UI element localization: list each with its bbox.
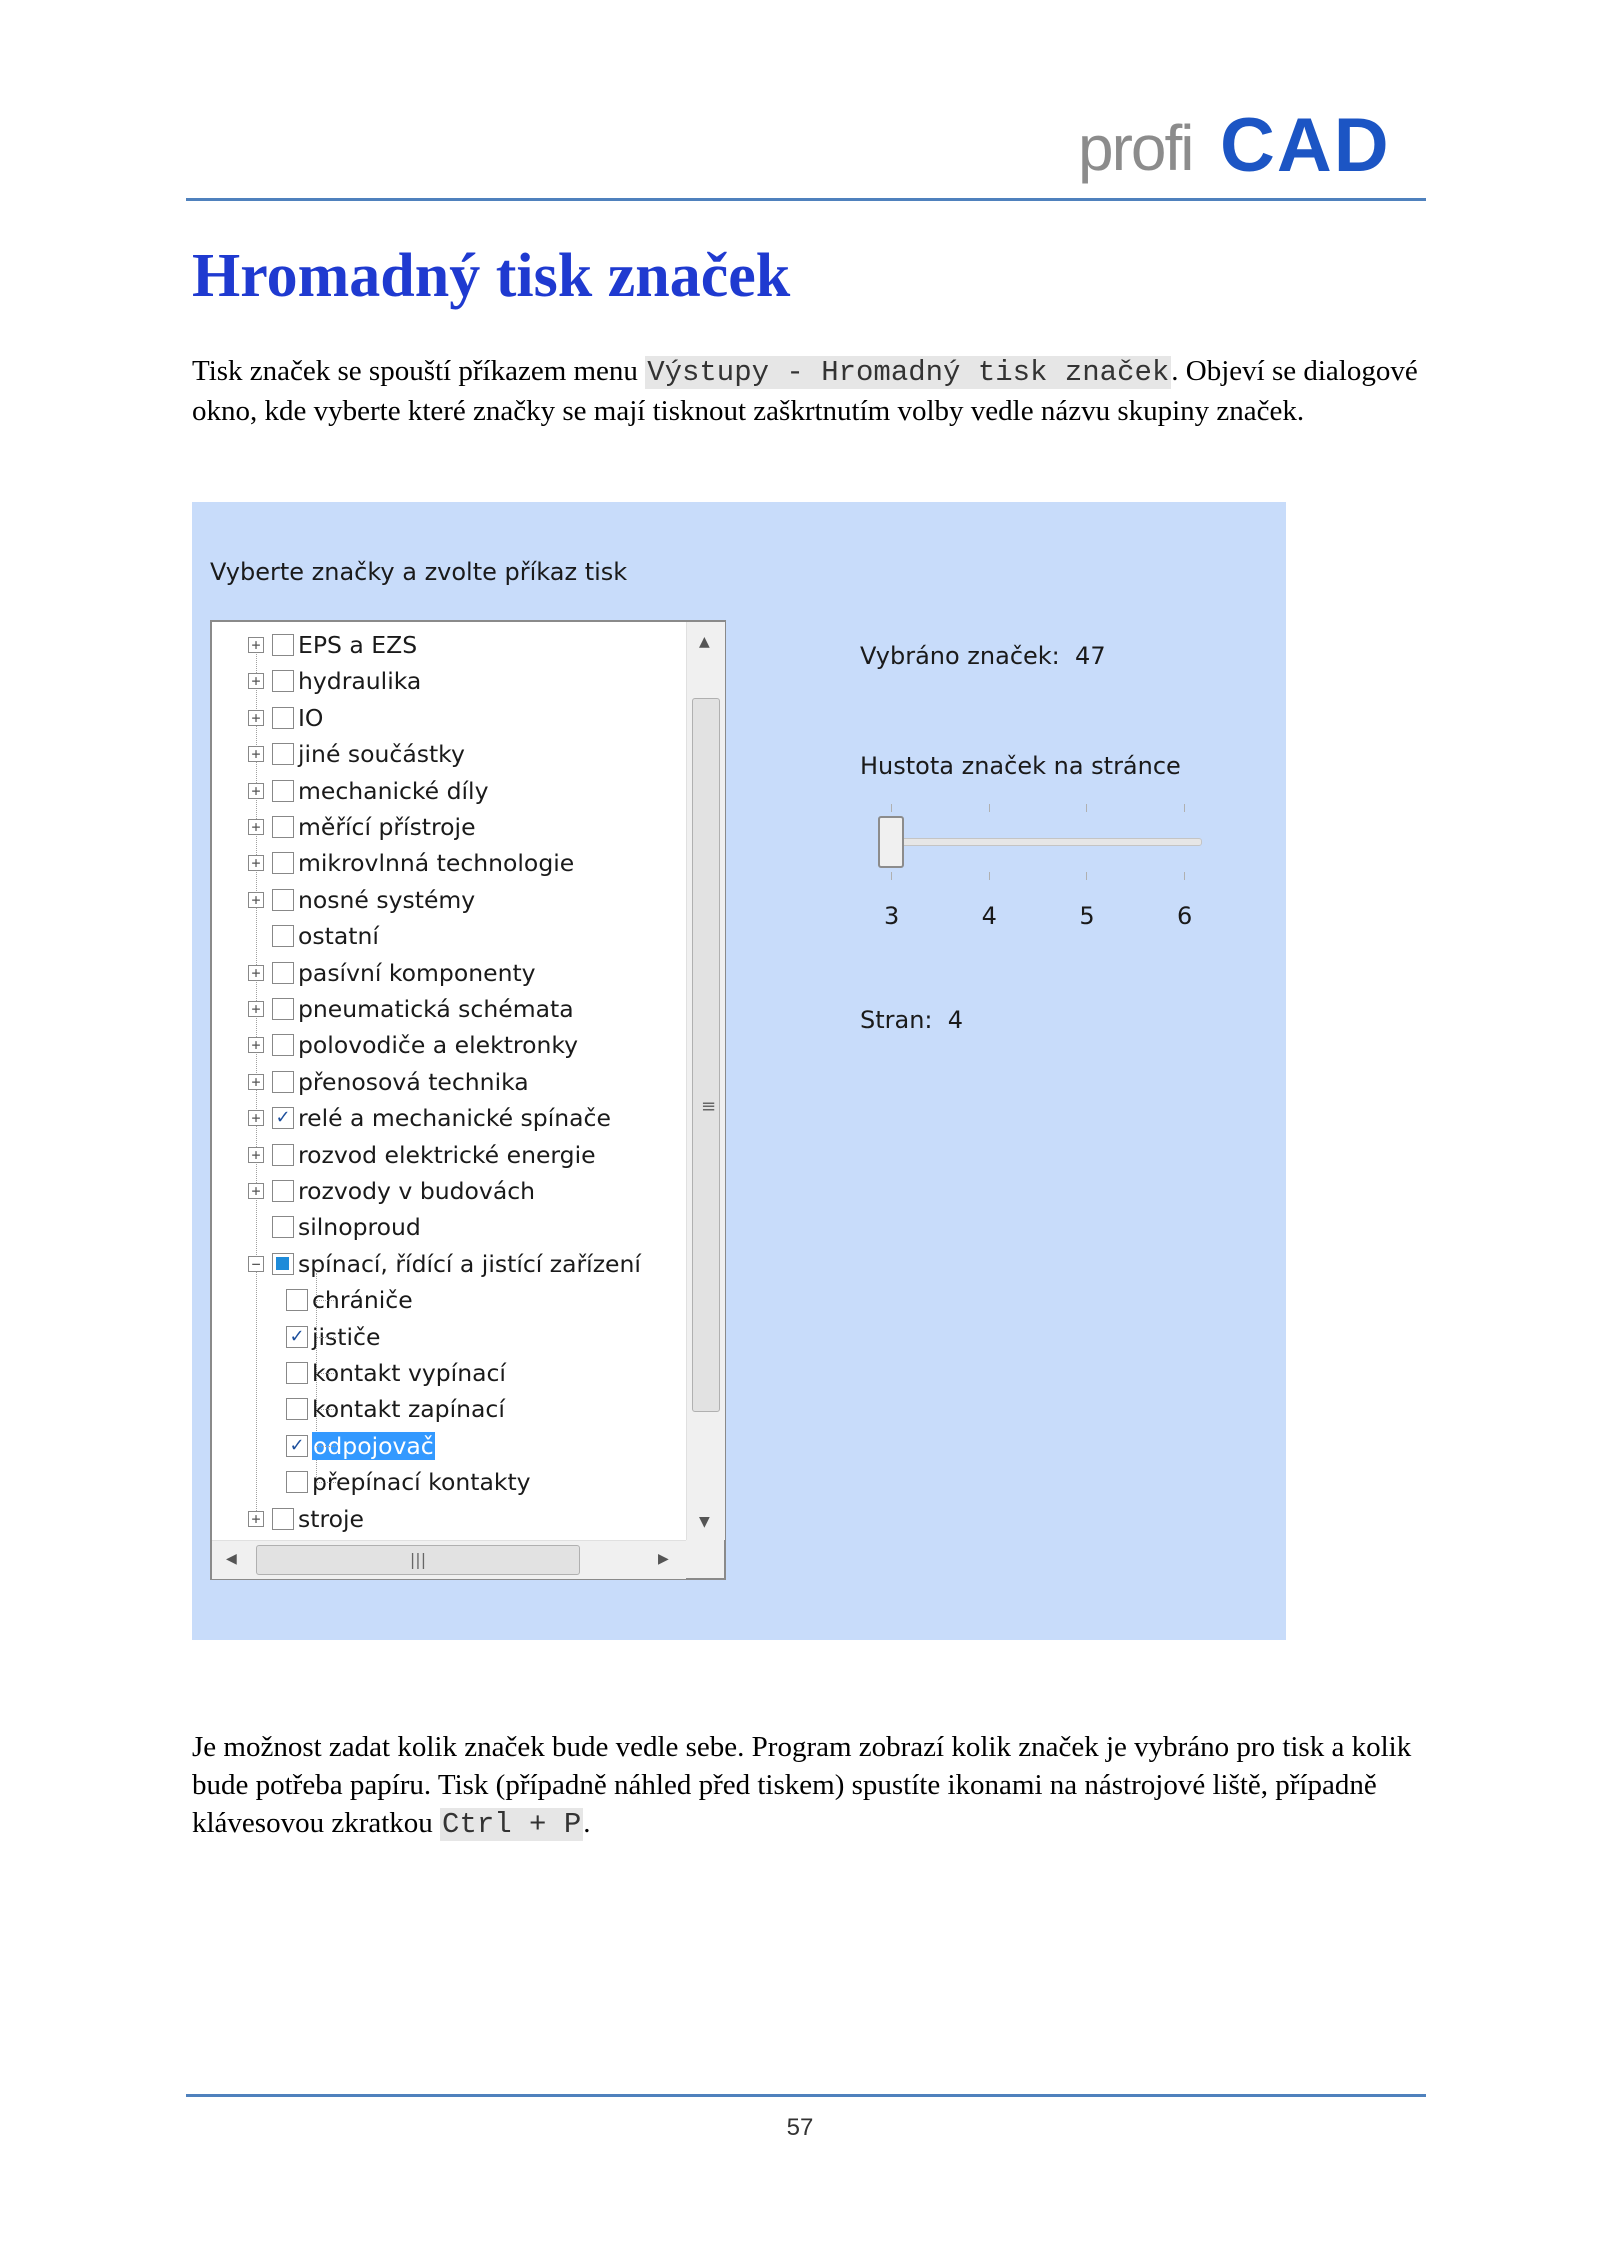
tree-item-label: ostatní [298,922,379,951]
tree-item-label: nosné systémy [298,885,476,914]
tree-item-checkbox[interactable] [272,780,294,802]
slider-tick [1184,804,1185,812]
tree-item[interactable] [248,1028,578,1062]
tree-item-label: kontakt zapínací [312,1395,505,1424]
tree-item-checkbox[interactable] [286,1398,308,1420]
plus-box-icon[interactable]: + [248,710,264,726]
tree-item-label: přenosová technika [298,1067,529,1096]
tree-item-checkbox[interactable] [286,1289,308,1311]
tree-connector [316,1373,336,1374]
tree-connector [248,1219,264,1235]
tree-item[interactable] [248,846,574,880]
selected-count-row [860,642,1106,670]
slider-tick [1086,872,1087,880]
plus-box-icon[interactable]: + [248,1511,264,1527]
footer-rule [186,2094,1426,2097]
tree-item-checkbox[interactable] [272,1508,294,1530]
plus-box-icon[interactable]: + [248,1074,264,1090]
plus-box-icon[interactable]: + [248,673,264,689]
plus-box-icon[interactable]: + [248,892,264,908]
tree-connector [316,1300,336,1301]
tree-connector [316,1409,336,1410]
tree-item-checkbox[interactable] [272,852,294,874]
tree-item-label: rozvod elektrické energie [298,1140,596,1169]
tree-item-checkbox[interactable]: ✓ [286,1435,308,1457]
density-label: Hustota značek na stránce [860,752,1181,780]
tree-item-checkbox[interactable] [272,1034,294,1056]
tree-item-label: jističe [312,1322,381,1351]
tree-item[interactable] [248,1174,535,1208]
tree-item-label: relé a mechanické spínače [298,1104,611,1133]
tree-item-label: pneumatická schémata [298,995,574,1023]
selected-count-label: Vybráno značek: [860,642,1060,670]
plus-box-icon[interactable]: + [248,1037,264,1053]
plus-box-icon[interactable]: + [248,637,264,653]
plus-box-icon[interactable]: + [248,1147,264,1163]
grip-icon: ≡ [701,1096,717,1117]
slider-tick [989,872,990,880]
pages-label: Stran: [860,1006,933,1034]
tree-item-checkbox[interactable] [286,1362,308,1384]
tree-item[interactable] [248,664,421,698]
plus-box-icon[interactable]: + [248,855,264,871]
symbol-group-tree[interactable] [210,620,726,1580]
arrow-left-icon[interactable]: ◀ [226,1551,237,1567]
plus-box-icon[interactable]: + [248,783,264,799]
tree-item-checkbox[interactable] [272,670,294,692]
tree-item[interactable] [248,1247,641,1281]
tree-connector [248,928,264,944]
tree-item[interactable] [248,919,379,953]
tree-item-label: jiné součástky [298,740,465,769]
density-slider-track[interactable] [882,838,1202,846]
logo-prefix: profi [1078,112,1193,184]
tree-item[interactable] [248,1502,364,1536]
tree-item-label: měřící přístroje [298,813,476,841]
slider-tick-label: 6 [1177,902,1193,930]
arrow-down-icon[interactable]: ▼ [699,1514,710,1530]
vertical-scrollbar[interactable] [686,622,725,1540]
tree-item[interactable] [248,1101,611,1135]
plus-box-icon[interactable]: + [248,965,264,981]
tree-item-label: rozvody v budovách [298,1177,536,1205]
tree-item-checkbox[interactable] [272,707,294,729]
tree-item-checkbox[interactable] [272,634,294,656]
horizontal-scrollbar[interactable] [212,1540,686,1579]
tree-item[interactable] [248,883,475,917]
outro-text-start: Je možnost zadat kolik značek bude vedle sebe. Program zobrazí kolik značek je vybráno pro tisk a kolik bude potřeba papíru. Tisk (případně náhled před tiskem) spustíte ikonami na nástrojové liště, případně klávesovou zkratkou [192,1731,1412,1839]
outro-text-end: . [583,1807,591,1839]
tree-item[interactable] [248,628,417,662]
bulk-print-dialog [192,502,1286,1640]
plus-box-icon[interactable]: + [248,1183,264,1199]
tree-item-checkbox[interactable] [272,1180,294,1202]
tree-item-label: hydraulika [298,667,422,696]
tree-connector [316,1446,336,1447]
tree-item-checkbox[interactable] [272,889,294,911]
tree-item-label: IO [298,703,324,732]
vertical-scroll-thumb[interactable] [692,698,720,1412]
tree-item[interactable] [248,956,536,990]
tree-item-label: odpojovač [313,1431,434,1460]
slider-tick [891,872,892,880]
logo-suffix: CAD [1220,103,1391,188]
header-rule [186,198,1426,201]
page-number: 57 [786,2114,814,2141]
tree-item-label: stroje [298,1504,364,1533]
plus-box-icon[interactable]: + [248,1001,264,1017]
tree-connector [316,1482,336,1483]
tree-item[interactable] [248,1065,529,1099]
tree-item-checkbox[interactable] [272,998,294,1020]
tree-item-label: kontakt vypínací [312,1359,506,1387]
slider-tick-label: 4 [981,902,997,930]
intro-paragraph [192,352,1432,430]
slider-tick-label: 3 [884,902,900,930]
tree-item[interactable] [248,701,323,735]
tree-item[interactable] [248,774,489,808]
tree-item-label: mechanické díly [298,776,489,805]
slider-tick [1086,804,1087,812]
tree-item-checkbox[interactable] [272,1144,294,1166]
dialog-prompt: Vyberte značky a zvolte příkaz tisk [210,558,628,586]
plus-box-icon[interactable]: + [248,819,264,835]
tree-item-label: mikrovlnná technologie [298,849,575,878]
tree-item-checkbox[interactable] [272,1253,294,1275]
slider-tick [989,804,990,812]
tree-item-checkbox[interactable] [272,743,294,765]
tree-item[interactable] [248,737,465,771]
tree-item-label: chrániče [312,1286,413,1315]
outro-paragraph [192,1728,1432,1844]
intro-text-end: . Objeví se dialogové okno, kde vyberte které značky se mají tisknout zaškrtnutím volby vedle názvu skupiny značek. [192,355,1418,427]
density-slider-thumb[interactable] [878,816,904,868]
arrow-up-icon[interactable]: ▲ [699,634,710,650]
tree-item-checkbox[interactable] [272,925,294,947]
tree-connector [316,1337,336,1338]
tree-item-label: přepínací kontakty [312,1468,531,1497]
tree-item-checkbox[interactable] [286,1471,308,1493]
tree-item-checkbox[interactable] [272,1216,294,1238]
tree-item-label: polovodiče a elektronky [298,1031,579,1060]
tree-item[interactable] [248,992,574,1026]
scroll-corner [686,1540,724,1578]
page-title: Hromadný tisk značek [192,242,791,310]
intro-text-start: Tisk značek se spouští příkazem menu [192,355,646,387]
slider-tick [891,804,892,812]
pages-row [860,1006,963,1034]
arrow-right-icon[interactable]: ▶ [658,1551,669,1567]
shortcut-code: Ctrl + P [442,1808,582,1841]
tree-item-checkbox[interactable] [272,1071,294,1093]
tree-item[interactable] [286,1283,413,1317]
plus-box-icon[interactable]: + [248,1110,264,1126]
slider-tick-label: 5 [1079,902,1095,930]
tree-item-checkbox[interactable]: ✓ [286,1326,308,1348]
menu-path-code: Výstupy - Hromadný tisk značek [647,356,1170,389]
tree-item-label: spínací, řídící a jistící zařízení [298,1249,641,1278]
tree-item-label: pasívní komponenty [298,958,536,987]
minus-box-icon[interactable]: − [248,1256,264,1272]
tree-item[interactable] [248,1210,421,1244]
tree-item-label: EPS a EZS [298,631,418,659]
tree-item-label: silnoproud [298,1213,421,1242]
tree-item-checkbox[interactable]: ✓ [272,1107,294,1129]
tree-item-checkbox[interactable] [272,816,294,838]
tree-item[interactable] [248,1138,596,1172]
tree-item[interactable] [286,1429,435,1463]
slider-tick [1184,872,1185,880]
tree-item[interactable] [248,810,476,844]
selected-count-value: 47 [1075,642,1106,670]
tree-item-checkbox[interactable] [272,962,294,984]
plus-box-icon[interactable]: + [248,746,264,762]
horizontal-scroll-thumb[interactable]: ||| [256,1545,580,1575]
pages-value: 4 [947,1006,964,1034]
